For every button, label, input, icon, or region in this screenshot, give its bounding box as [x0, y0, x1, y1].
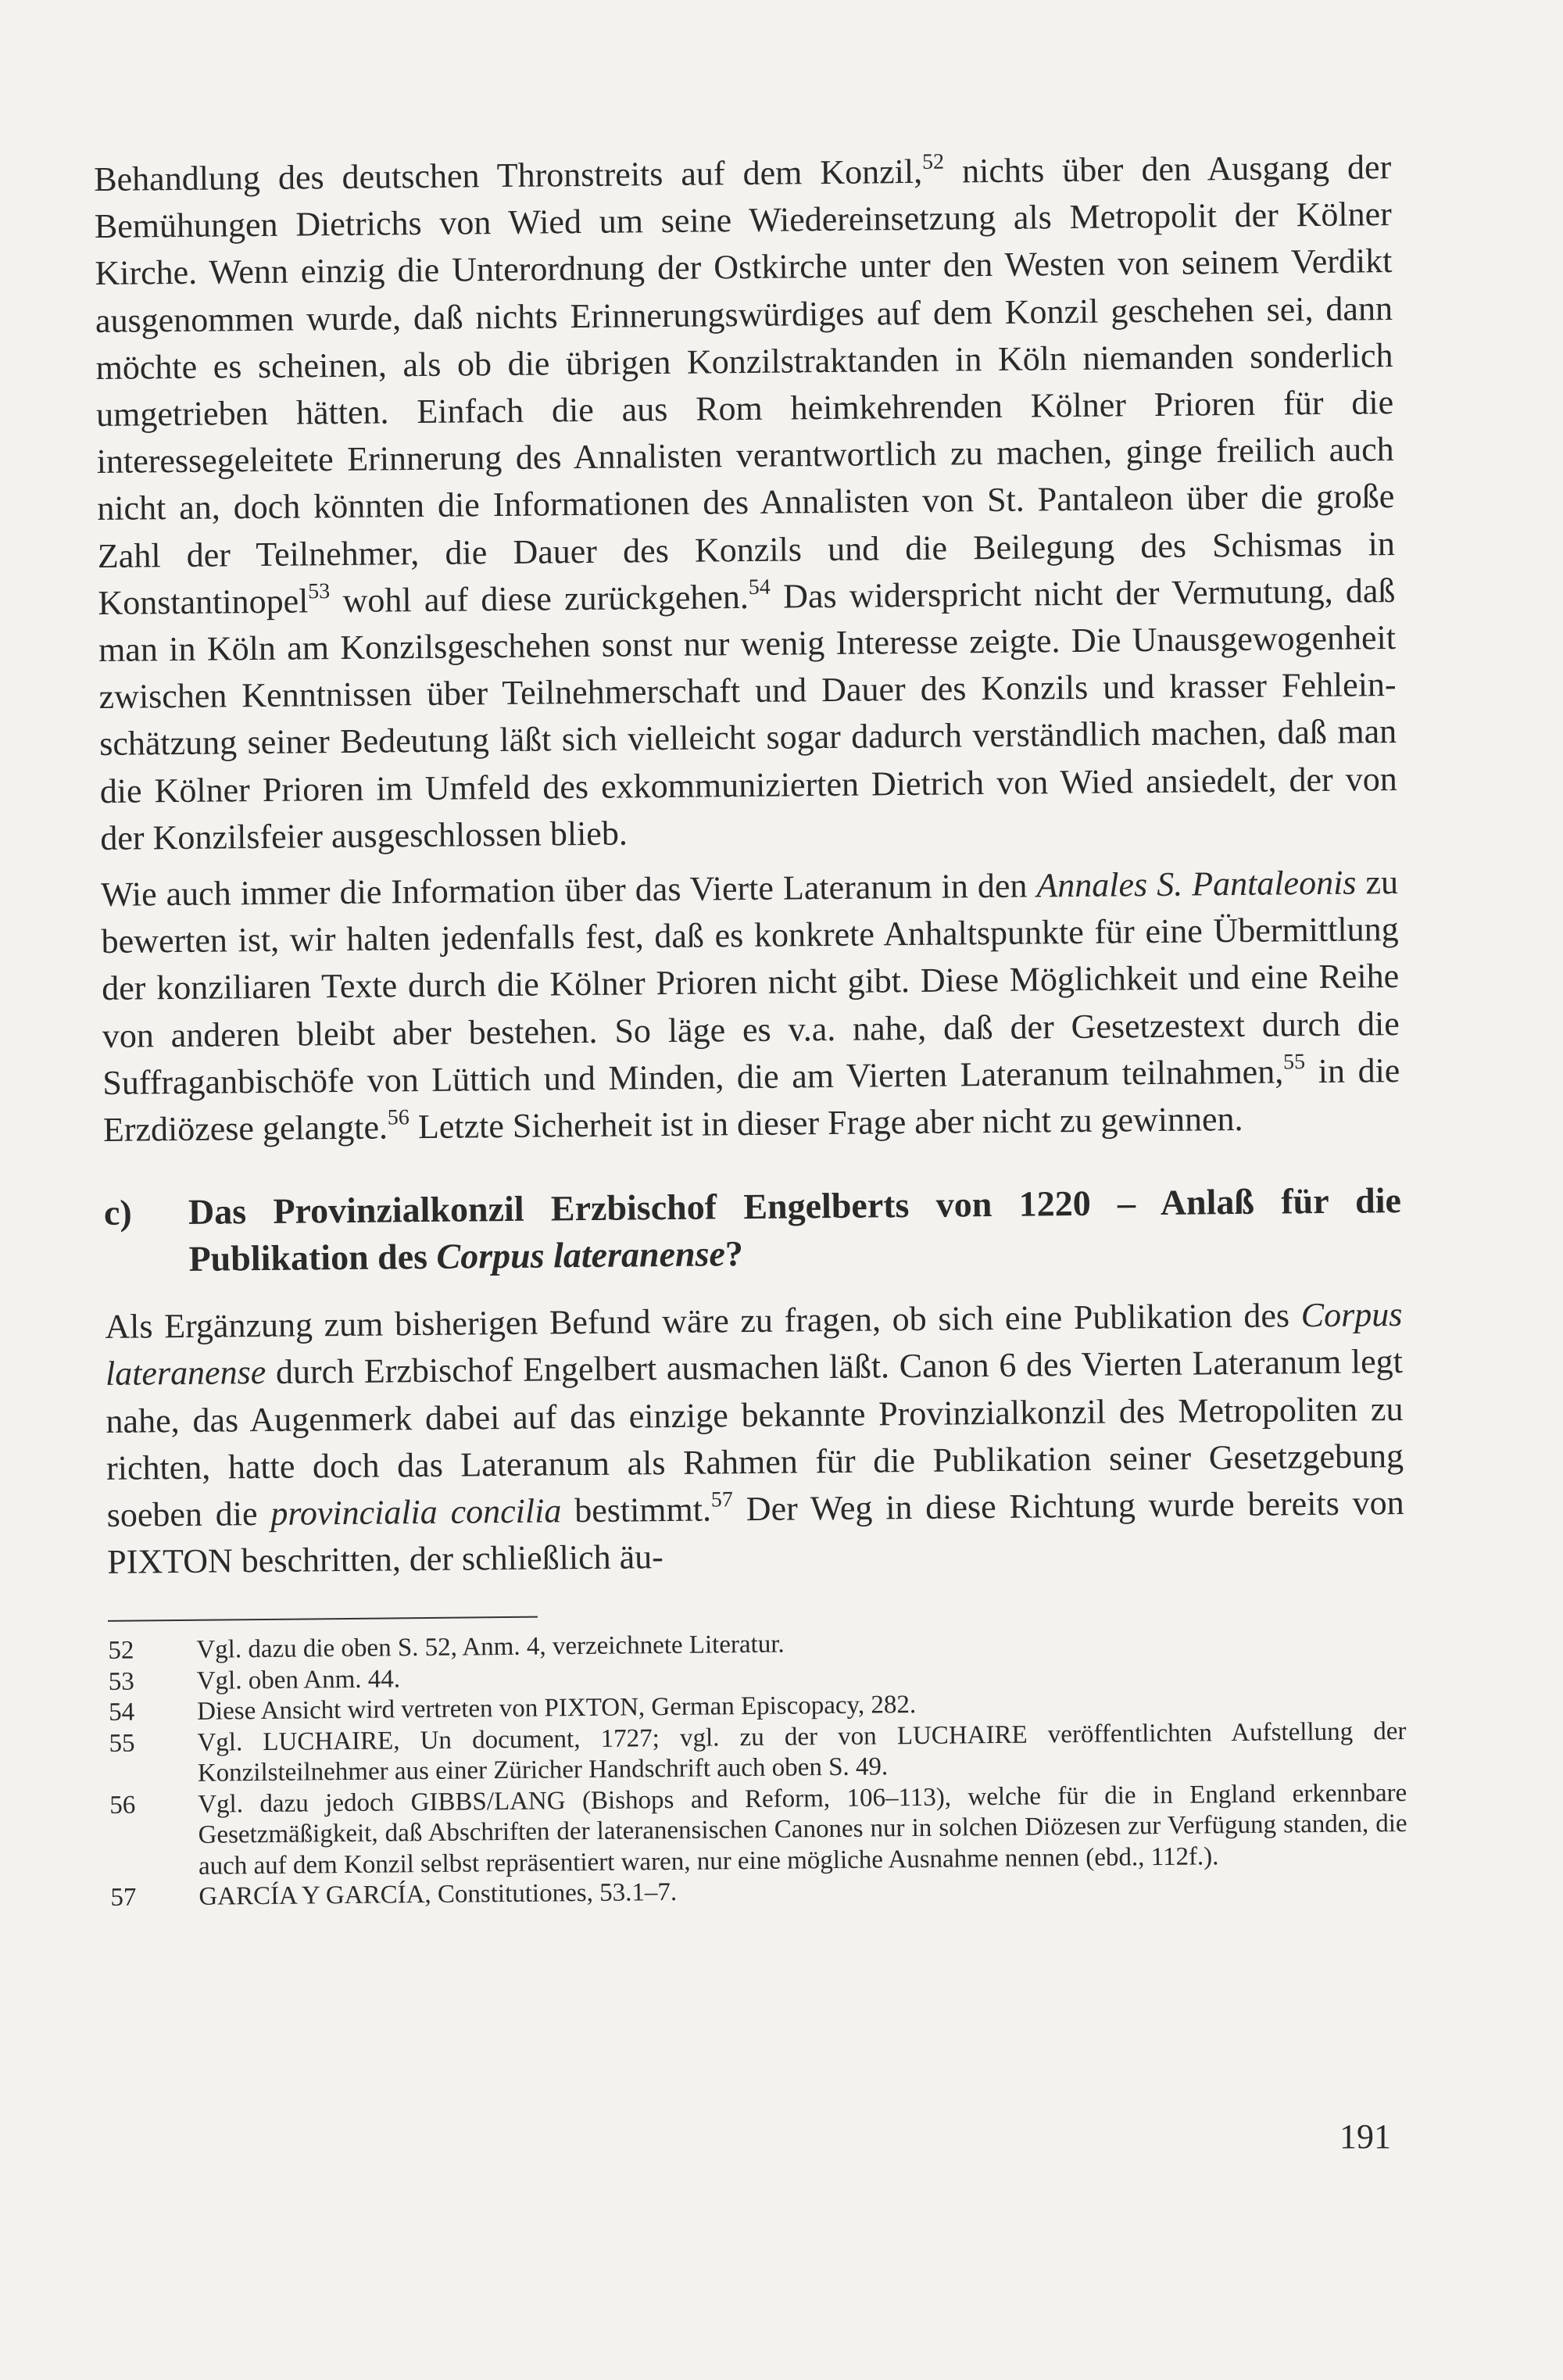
- footnote-divider: [108, 1616, 538, 1622]
- footnote-number: 57: [110, 1884, 137, 1913]
- footnote-ref-57[interactable]: 57: [710, 1487, 733, 1512]
- text-run: nichts über den Ausgang der Bemühungen Dietrichs von Wied um seine Wiedereinsetzung als Metropolit der Kölner Kirche. Wenn einzig die Unterordnung der Ostkirche unter den Westen von seinem Verdikt ausgenommen wurde, daß nichts Erinnerungswürdiges auf dem Konzil geschehen sei, dann möchte es scheinen, als ob die übrigen Konzilstraktanden in Köln niemanden sonderlich umgetrieben hätten. Einfach die aus Rom heimkehrenden Kölner Prioren für die interessegeleitete Erinnerung des Annalisten verantwortlich zu machen, ginge freilich auch nicht an, doch könnten die Informationen des Annalisten von St. Pantaleon über die große Zahl der Teilnehmer, die Dauer des Konzils und die Beilegung des Schismas in Konstantinopel: [94, 148, 1396, 622]
- footnotes: [108, 1623, 1407, 1913]
- text-run: in die Erzdiözese gelangte.: [102, 1050, 1400, 1150]
- footnote-number: 56: [109, 1791, 136, 1820]
- section-title: Das Provinzialkonzil Erzbischof Engelberts von 1220 – Anlaß für die Publikation des Corpus lateranense?: [188, 1180, 1402, 1279]
- footnote-text: Vgl. LUCHAIRE, Un document, 1727; vgl. zu der von LUCHAIRE veröffentlichten Aufstellung der Konzilsteilnehmer aus einer Züricher Handschrift auch oben S. 49.: [197, 1716, 1407, 1788]
- text-run: bestimmt.: [561, 1490, 712, 1530]
- text-run: Der Weg in diese Richtung wurde bereits von PIXTON beschritten, der schließlich äu-: [107, 1483, 1404, 1582]
- text-run: Das widerspricht nicht der Vermutung, daß man in Köln am Konzilsgeschehen sonst nur wenig Interesse zeigte. Die Unausgewogenheit zwischen Kenntnissen über Teilnehmerschaft und Dauer des Konzils und krasser Fehleinschätzung seiner Bedeutung läßt sich vielleicht sogar dadurch verständlich machen, daß man die Kölner Prioren im Umfeld des exkommunizierten Dietrich von Wied ansiedelt, der von der Konzilsfeier ausgeschlossen blieb.: [98, 571, 1397, 857]
- text-run: Als Ergänzung zum bisherigen Befund wäre zu fragen, ob sich eine Publikation des: [105, 1296, 1301, 1347]
- footnote-56: [109, 1778, 1407, 1883]
- body-paragraph-3: [105, 1291, 1404, 1586]
- footnote-text: GARCÍA Y GARCÍA, Constitutiones, 53.1–7.: [199, 1878, 678, 1912]
- italic-title: Annales S. Pantaleonis: [1036, 863, 1357, 905]
- italic-term: provincialia concilia: [270, 1491, 562, 1533]
- footnote-text: Vgl. dazu jedoch GIBBS/LANG (Bishops and Reform, 106–113), welche für die in England erkennbare Gesetzmäßigkeit, daß Abschriften der lateranensischen Canones nur in solchen Diözesen zur Verfügung standen, die auch auf dem Konzil selbst repräsentiert waren, nur eine mögliche Ausnahme nennen (ebd., 112f.).: [198, 1778, 1407, 1881]
- footnote-number: 52: [108, 1637, 134, 1666]
- footnote-text: Diese Ansicht wird vertreten von PIXTON, German Episcopacy, 282.: [196, 1691, 917, 1727]
- footnote-number: 53: [108, 1667, 134, 1696]
- body-paragraph-1: [94, 144, 1398, 862]
- text-run: Behandlung des deutschen Thronstreits auf dem Konzil,: [94, 152, 923, 199]
- text-run: durch Erzbischof Engelbert ausmachen läßt. Canon 6 des Vierten Lateranum legt nahe, das Augenmerk dabei auf das einzige bekannte Provinzialkonzil des Metropoliten zu richten, hatte doch das Lateranum als Rahmen für die Publikation seiner Gesetzgebung soeben die: [106, 1342, 1404, 1534]
- page-number: 191: [1339, 2117, 1391, 2156]
- text-run: Letzte Sicherheit ist in dieser Frage aber nicht zu gewinnen.: [409, 1100, 1243, 1147]
- footnote-number: 55: [109, 1729, 135, 1758]
- footnote-text: Vgl. oben Anm. 44.: [196, 1665, 401, 1695]
- body-paragraph-2: [101, 859, 1400, 1154]
- footnote-ref-54[interactable]: 54: [748, 574, 771, 600]
- footnote-text: Vgl. dazu die oben S. 52, Anm. 4, verzeichnete Literatur.: [196, 1630, 785, 1665]
- section-label: c): [103, 1192, 132, 1233]
- footnote-ref-55[interactable]: 55: [1282, 1050, 1306, 1075]
- text-run: wohl auf diese zurückgehen.: [330, 577, 749, 620]
- footnote-ref-52[interactable]: 52: [921, 149, 945, 175]
- text-run: Wie auch immer die Information über das Vierte Lateranum in den: [100, 866, 1037, 914]
- italic-title: Corpus lateranense: [105, 1295, 1403, 1394]
- footnote-ref-53[interactable]: 53: [308, 579, 331, 604]
- footnote-ref-56[interactable]: 56: [387, 1105, 410, 1130]
- page-content: [94, 144, 1408, 1914]
- footnote-number: 54: [108, 1698, 135, 1727]
- text-run: zu bewerten ist, wir halten jedenfalls fest, daß es konkrete Anhaltspunkte für eine Übermittlung der konziliaren Texte durch die Kölner Prioren nicht gibt. Diese Möglichkeit und eine Reihe von anderen bleibt aber bestehen. So läge es v.a. nahe, daß der Gesetzestext durch die Suffraganbischöfe von Lüttich und Minden, die am Vierten Lateranum teilnahmen,: [101, 863, 1400, 1102]
- section-heading: [104, 1177, 1402, 1283]
- italic-title: Corpus lateranense: [436, 1233, 726, 1277]
